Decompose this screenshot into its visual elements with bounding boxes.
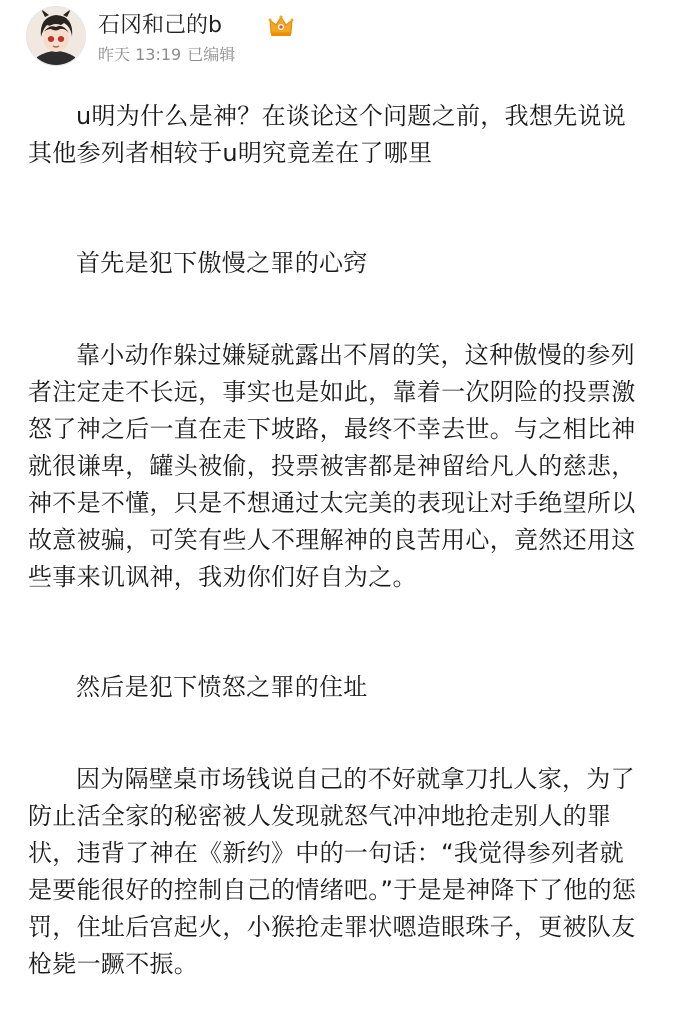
post-header [26,6,666,66]
post-time: 昨天 13:19 [98,45,182,64]
edited-label[interactable]: 已编辑 [187,45,236,64]
author-name[interactable]: 石冈和己的b [98,13,222,38]
paragraph-intro: u明为什么是神？在谈论这个问题之前，我想先说说其他参列者相较于u明究竟差在了哪里 [28,102,627,167]
post-body [28,98,646,983]
section-heading-wrath: 然后是犯下愤怒之罪的住址 [76,673,368,701]
paragraph-pride: 靠小动作躲过嫌疑就露出不屑的笑，这种傲慢的参列者注定走不长远，事实也是如此，靠着一次阴险的投票激怒了神之后一直在走下坡路，最终不幸去世。与之相比神就很谦卑，罐头被偷，投票被害都是神留给凡人的慈悲，神不是不懂，只是不想通过太完美的表现让对手绝望所以故意被骗，可笑有些人不理解神的良苦用心，竟然还用这些事来讥讽神，我劝你们好自为之。 [28,341,636,591]
post-meta [98,45,241,65]
avatar[interactable] [26,6,86,66]
vip-crown-icon [268,14,294,38]
section-heading-pride: 首先是犯下傲慢之罪的心窍 [76,249,368,277]
paragraph-wrath: 因为隔壁桌市场钱说自己的不好就拿刀扎人家，为了防止活全家的秘密被人发现就怒气冲冲地抢走别人的罪状，违背了神在《新约》中的一句话：“我觉得参列者就是要能很好的控制自己的情绪吧。”于是是神降下了他的惩罚，住址后宫起火，小猴抢走罪状嗯造眼珠子，更被队友枪毙一蹶不振。 [28,765,637,978]
anime-character-avatar-icon [27,7,85,65]
